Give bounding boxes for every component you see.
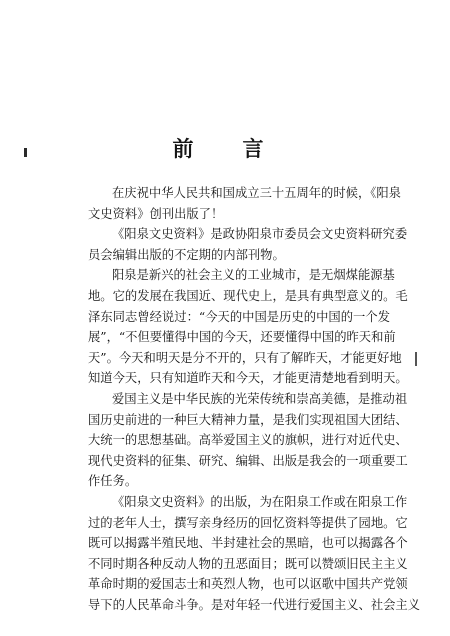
document-body xyxy=(88,183,421,615)
scan-artifact-mark xyxy=(415,352,417,366)
text-line: 作任务。 xyxy=(88,474,138,489)
text-line: 现代史资料的征集、研究、编辑、出版是我会的一项重要工 xyxy=(88,453,408,468)
text-line: 既可以揭露半殖民地、半封建社会的黑暗，也可以揭露各个 xyxy=(88,536,408,551)
text-line: 导下的人民革命斗争。是对年轻一代进行爱国主义、社会主义 xyxy=(88,597,421,612)
text-line: 《阳泉文史资料》是政协阳泉市委员会文史资料研究委 xyxy=(112,227,408,242)
text-line: 文史资料》创刊出版了！ xyxy=(88,206,224,221)
text-line: 过的老年人士，撰写亲身经历的回忆资料等提供了园地。它 xyxy=(88,515,408,530)
text-line: 知道今天，只有知道昨天和今天，才能更清楚地看到明天。 xyxy=(88,371,408,386)
text-line: 革命时期的爱国志士和英烈人物，也可以讴歌中国共产党领 xyxy=(88,577,408,592)
text-line: 不同时期各种反动人物的丑恶面目；既可以赞颂旧民主主义 xyxy=(88,556,408,571)
text-line: 爱国主义是中华民族的光荣传统和崇高美德，是推动祖 xyxy=(112,391,408,406)
text-line: 在庆祝中华人民共和国成立三十五周年的时候，《阳泉 xyxy=(112,186,401,200)
page-title: 前 言 xyxy=(172,136,278,161)
text-line: 天”。今天和明天是分不开的，只有了解昨天，才能更好地 xyxy=(88,350,402,365)
text-line: 阳泉是新兴的社会主义的工业城市，是无烟煤能源基 xyxy=(112,268,395,283)
text-line: 大统一的思想基础。高举爱国主义的旗帜，进行对近代史、 xyxy=(88,433,408,448)
text-line: 泽东同志曾经说过：“今天的中国是历史的中国的一个发 xyxy=(88,309,390,324)
text-line: 《阳泉文史资料》的出版，为在阳泉工作或在阳泉工作 xyxy=(112,494,408,509)
text-line: 员会编辑出版的不定期的内部刊物。 xyxy=(88,247,285,262)
text-line: 地。它的发展在我国近、现代史上，是具有典型意义的。毛 xyxy=(88,288,408,303)
text-line: 展”，“不但要懂得中国的今天，还要懂得中国的昨天和前 xyxy=(88,330,396,345)
text-line: 国历史前进的一种巨大精神力量，是我们实现祖国大团结、 xyxy=(88,412,408,427)
